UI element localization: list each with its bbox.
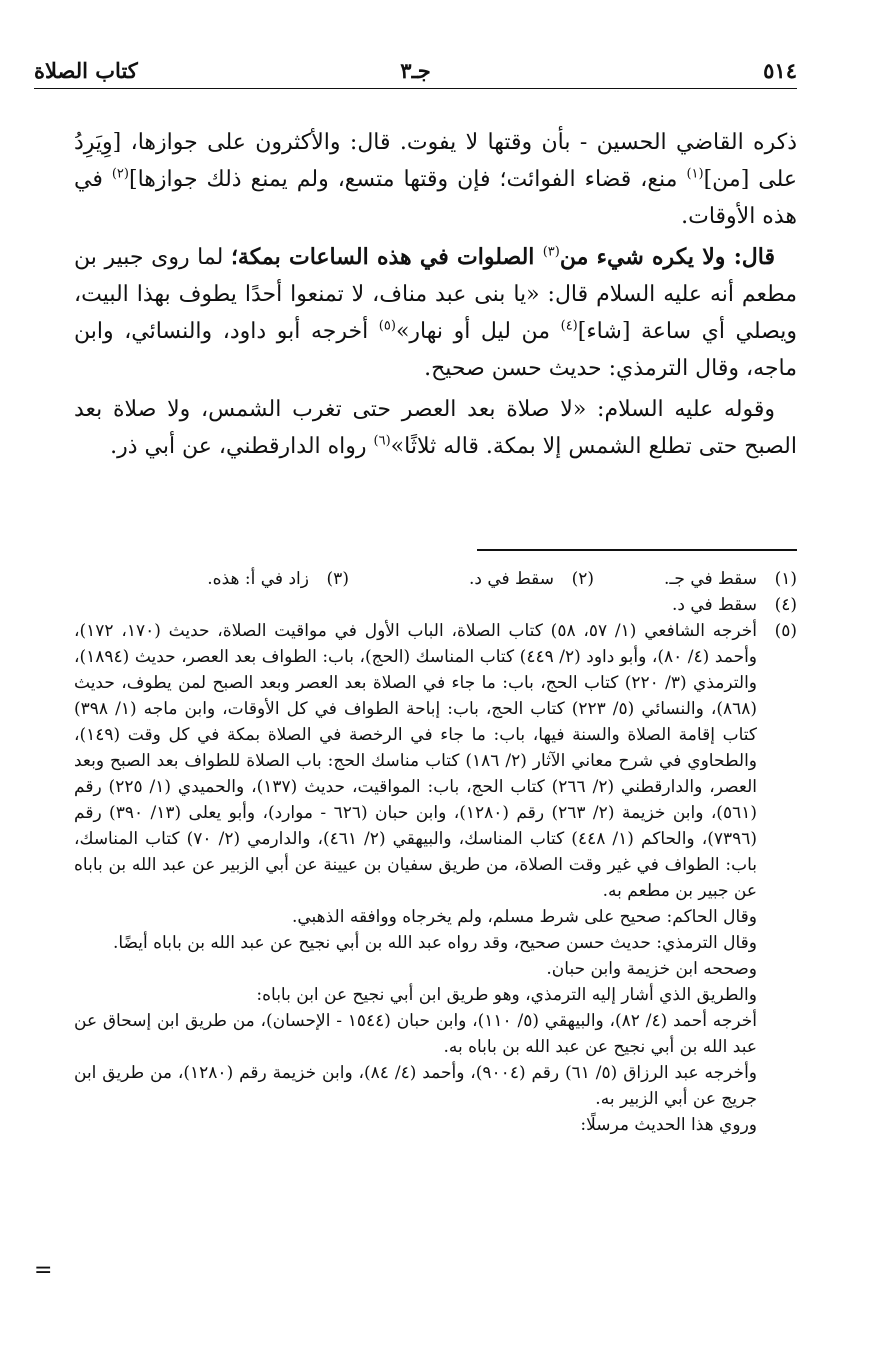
footnote-paragraph: وقال الترمذي: حديث حسن صحيح، وقد رواه عبد الله بن أبي نجيح عن عبد الله بن باباه أيضًا. <box>112 933 757 953</box>
volume-label: جـ٣ <box>400 58 431 83</box>
footnote-ref[interactable]: (٦) <box>373 433 391 449</box>
paragraph-2 <box>74 239 797 387</box>
footnote-ref[interactable]: (٥) <box>378 318 396 334</box>
footnote-divider <box>477 549 797 551</box>
footnote-paragraph: وأخرجه عبد الرزاق (٥/ ٦١) رقم (٩٠٠٤)، وأحمد (٤/ ٨٤)، وابن خزيمة رقم (١٢٨٠)، من طريق ابن جريج عن أبي الزبير به. <box>74 1063 758 1109</box>
footnote-5 <box>74 618 797 1138</box>
footnote-1 <box>664 566 797 592</box>
header-divider <box>34 88 797 89</box>
footnote-paragraph: أخرجه أحمد (٤/ ٨٢)، والبيهقي (٥/ ١١٠)، وابن حبان (١٥٤٤ - الإحسان)، من طريق ابن إسحاق عن عبد الله بن أبي نجيح عن عبد الله بن باباه به. <box>74 1011 757 1057</box>
bold-text-run: قال: ولا يكره شيء من <box>559 244 776 270</box>
text-run: من ليل أو نهار» <box>395 319 561 344</box>
footnote-number: (١) <box>774 569 797 589</box>
footnote-text: سقط في د. <box>671 595 757 615</box>
footnote-3 <box>207 566 349 592</box>
footnote-paragraph: أخرجه الشافعي (١/ ٥٧، ٥٨) كتاب الصلاة، الباب الأول في مواقيت الصلاة، حديث (١٧٠، ١٧٢)، وأحمد (٤/ ٨٠)، وأبو داود (٢/ ٤٤٩) كتاب المناسك (الحج)، باب: الطواف بعد العصر، حديث (١٨٩٤)، والترمذي (٣/ ٢٢٠) كتاب الحج، باب: ما جاء في الصلاة بعد العصر وبعد الصبح لمن يطوف، حديث (٨٦٨)، والنسائي (٥/ ٢٢٣) كتاب الحج، باب: إباحة الطواف في كل الأوقات، وابن ماجه (١/ ٣٩٨) كتاب إقامة الصلاة والسنة فيها، باب: ما جاء في الرخصة في الصلاة بمكة في كل وقت (١٤٩)، والطحاوي في شرح معاني الآثار (٢/ ١٨٦) كتاب مناسك الحج: باب الصلاة للطواف بعد الصبح وبعد العصر، والدارقطني (٢/ ٢٦٦) كتاب الحج، باب: المواقيت، حديث (١٣٧)، والحميدي (١/ ٢٢٥) رقم (٥٦١)، وابن خزيمة (٢/ ٢٦٣) رقم (١٢٨٠)، وابن حبان (٦٢٦ - موارد)، وأبو يعلى (١٣/ ٣٩٠) رقم (٧٣٩٦)، والحاكم (١/ ٤٤٨) كتاب المناسك، والبيهقي (٢/ ٤٦١)، والدارمي (٢/ ٧٠) كتاب المناسك، باب: الطواف في غير وقت الصلاة، من طريق سفيان بن عيينة عن أبي الزبير عن عبد الله بن باباه عن جبير بن مطعم به. <box>74 621 758 901</box>
text-run: أخرجه أبو داود، والنسائي، وابن ماجه، وقال الترمذي: حديث حسن صحيح. <box>74 319 797 381</box>
footnote-ref[interactable]: (٣) <box>542 244 560 260</box>
footnotes <box>74 566 797 1138</box>
chapter-title: كتاب الصلاة <box>34 58 138 83</box>
footnote-row <box>74 566 797 592</box>
footnote-number: (٥) <box>774 621 797 641</box>
paragraph-1 <box>74 124 797 235</box>
footnote-row <box>74 592 797 618</box>
footnote-paragraph: وقال الحاكم: صحيح على شرط مسلم، ولم يخرجاه ووافقه الذهبي. <box>291 907 757 927</box>
footnote-ref[interactable]: (١) <box>686 166 704 182</box>
text-run: وقوله عليه السلام: «لا صلاة بعد العصر حتى تغرب الشمس، ولا صلاة بعد الصبح حتى تطلع الشمس إلا بمكة. قاله ثلاثًا» <box>74 397 797 459</box>
bold-text-run: الصلوات في هذه الساعات بمكة؛ <box>230 244 543 270</box>
text-run: رواه الدارقطني، عن أبي ذر. <box>110 434 374 459</box>
text-run: منع، قضاء الفوائت؛ فإن وقتها متسع، ولم يمنع ذلك جوازها] <box>128 167 687 192</box>
footnote-paragraph: وروي هذا الحديث مرسلًا: <box>580 1115 757 1135</box>
footnote-paragraph: وصححه ابن خزيمة وابن حبان. <box>546 959 757 979</box>
page-number: ٥١٤ <box>763 58 797 83</box>
text-run: لما روى جبير بن مطعم أنه عليه السلام قال: «يا بنى عبد مناف، لا تمنعوا أحدًا يطوف بهذا البيت، ويصلي أي ساعة [شاء] <box>74 245 797 344</box>
footnote-2 <box>469 566 594 592</box>
footnote-paragraph: والطريق الذي أشار إليه الترمذي، وهو طريق ابن أبي نجيح عن ابن باباه: <box>256 985 757 1005</box>
footnote-number: (٤) <box>774 595 797 615</box>
running-header <box>34 54 797 88</box>
footnote-number: (٣) <box>326 569 349 589</box>
footnote-text: زاد في أ: هذه. <box>207 569 309 589</box>
footnote-text: سقط في د. <box>468 569 555 589</box>
footnote-4 <box>672 592 797 618</box>
main-text <box>74 124 797 469</box>
text-run: في هذه الأوقات. <box>74 167 797 229</box>
footnote-number: (٢) <box>571 569 595 589</box>
footnote-ref[interactable]: (٤) <box>560 318 578 334</box>
footnote-text: سقط في جـ. <box>664 569 757 589</box>
footnote-text <box>74 618 757 1138</box>
continuation-mark: = <box>34 1258 53 1283</box>
footnote-ref[interactable]: (٢) <box>111 166 129 182</box>
paragraph-3 <box>74 391 797 465</box>
text-run: ذكره القاضي الحسين - بأن وقتها لا يفوت. قال: والأكثرون على جوازها، [وِيَرِدُ على [من] <box>74 130 798 192</box>
